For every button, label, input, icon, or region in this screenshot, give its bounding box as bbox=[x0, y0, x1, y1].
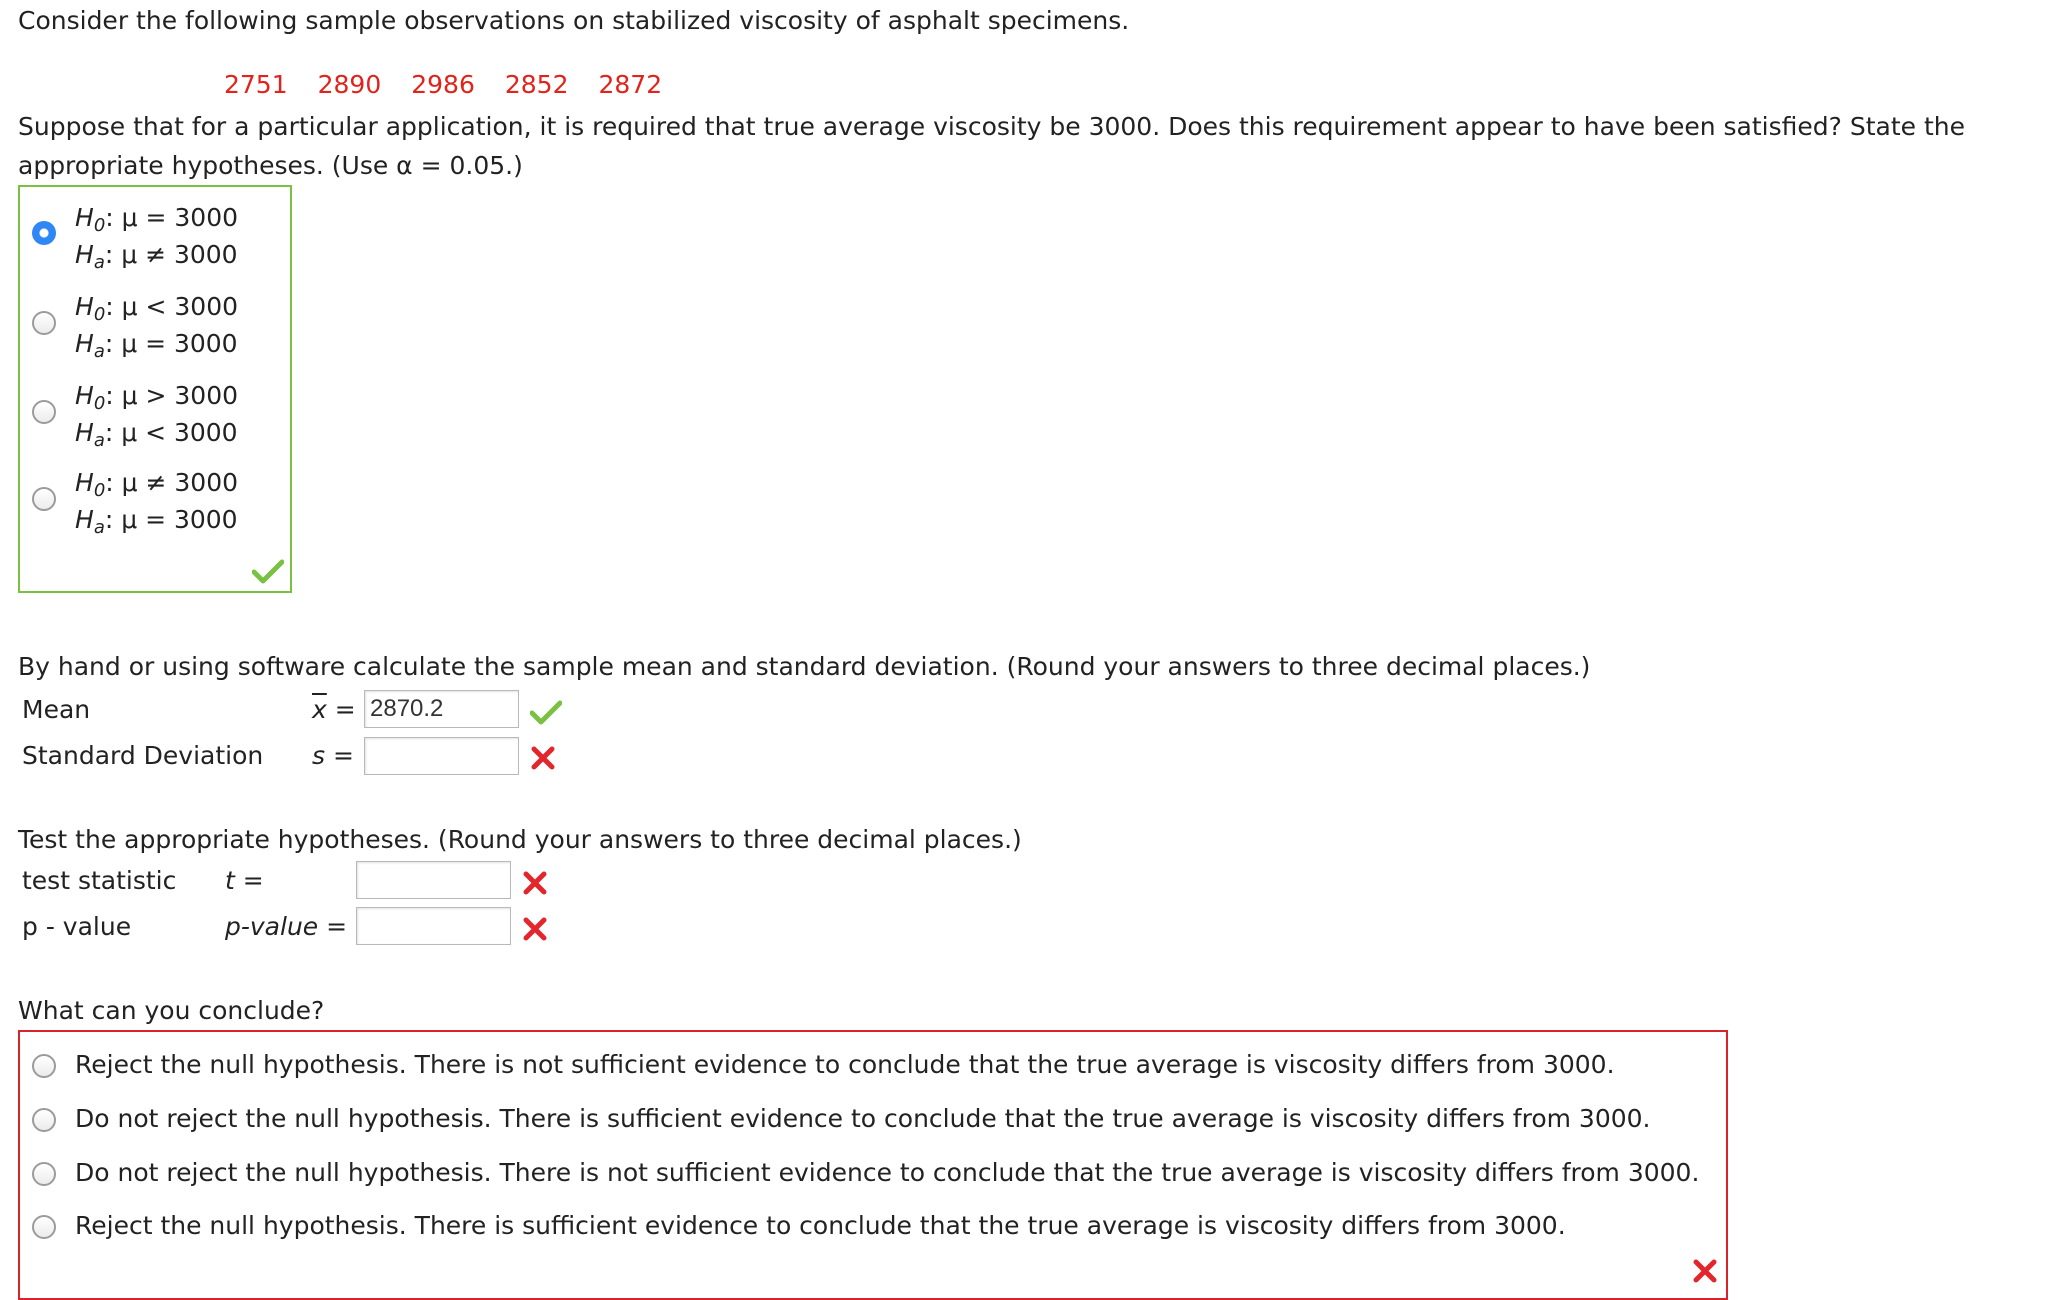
sd-label: Standard Deviation bbox=[22, 741, 264, 770]
mean-input[interactable]: 2870.2 bbox=[364, 690, 519, 728]
sd-symbol: s = bbox=[312, 741, 354, 770]
question-hypotheses-line2: appropriate hypotheses. (Use α = 0.05.) bbox=[18, 151, 523, 180]
hypothesis-radio-4[interactable] bbox=[32, 487, 56, 511]
t-symbol: t = bbox=[225, 866, 264, 895]
x-mark-icon bbox=[530, 745, 556, 771]
question-conclusion: What can you conclude? bbox=[18, 996, 325, 1025]
conclusion-radio-3[interactable] bbox=[32, 1162, 56, 1186]
x-mark-icon bbox=[522, 870, 548, 896]
hypothesis-radio-3[interactable] bbox=[32, 400, 56, 424]
p-value-label: p - value bbox=[22, 912, 132, 941]
hypothesis-radio-2[interactable] bbox=[32, 311, 56, 335]
conclusion-option-1: Reject the null hypothesis. There is not sufficient evidence to conclude that the true average is viscosity differs from 3000. bbox=[75, 1050, 1615, 1079]
p-value-input[interactable] bbox=[356, 907, 511, 945]
mean-label: Mean bbox=[22, 695, 91, 724]
mean-symbol: $\overline{x}$ = bbox=[312, 695, 356, 724]
conclusion-radio-1[interactable] bbox=[32, 1054, 56, 1078]
question-test: Test the appropriate hypotheses. (Round your answers to three decimal places.) bbox=[18, 825, 1022, 854]
conclusion-answer-box bbox=[18, 1030, 1728, 1300]
hypothesis-3-ha: $H_a$: μ < 3000 bbox=[75, 418, 238, 451]
conclusion-option-4: Reject the null hypothesis. There is sufficient evidence to conclude that the true average is viscosity differs from 3000. bbox=[75, 1211, 1566, 1240]
question-mean-sd: By hand or using software calculate the sample mean and standard deviation. (Round your answers to three decimal places.) bbox=[18, 652, 1591, 681]
conclusion-radio-4[interactable] bbox=[32, 1215, 56, 1239]
observation-value: 2852 bbox=[504, 70, 569, 99]
hypothesis-4-ha: $H_a$: μ = 3000 bbox=[75, 505, 238, 538]
x-mark-icon bbox=[1692, 1258, 1718, 1284]
hypothesis-radio-1[interactable] bbox=[32, 221, 56, 245]
x-mark-icon bbox=[522, 916, 548, 942]
conclusion-radio-2[interactable] bbox=[32, 1108, 56, 1132]
p-value-symbol: p-value = bbox=[225, 912, 348, 941]
checkmark-icon bbox=[252, 559, 284, 585]
observation-value: 2986 bbox=[411, 70, 475, 99]
observation-value: 2751 bbox=[224, 70, 288, 99]
sd-input[interactable] bbox=[364, 737, 519, 775]
conclusion-option-3: Do not reject the null hypothesis. There is not sufficient evidence to conclude that the true average is viscosity differs from 3000. bbox=[75, 1158, 1700, 1187]
observations-list bbox=[224, 70, 662, 100]
question-hypotheses-line1: Suppose that for a particular application, it is required that true average viscosity be 3000. Does this requirement appear to have been satisfied? State the bbox=[18, 112, 1965, 141]
observation-value: 2872 bbox=[598, 70, 663, 99]
hypothesis-4-h0: $H_0$: μ ≠ 3000 bbox=[75, 468, 239, 501]
hypothesis-2-ha: $H_a$: μ = 3000 bbox=[75, 329, 238, 362]
hypothesis-1-h0: $H_0$: μ = 3000 bbox=[75, 203, 239, 236]
observation-value: 2890 bbox=[317, 70, 382, 99]
intro-text: Consider the following sample observations on stabilized viscosity of asphalt specimens. bbox=[18, 6, 1130, 35]
test-statistic-label: test statistic bbox=[22, 866, 177, 895]
hypotheses-answer-box bbox=[18, 185, 292, 593]
hypothesis-3-h0: $H_0$: μ > 3000 bbox=[75, 381, 239, 414]
hypothesis-1-ha: $H_a$: μ ≠ 3000 bbox=[75, 240, 238, 273]
conclusion-option-2: Do not reject the null hypothesis. There is sufficient evidence to conclude that the true average is viscosity differs from 3000. bbox=[75, 1104, 1651, 1133]
hypothesis-2-h0: $H_0$: μ < 3000 bbox=[75, 292, 239, 325]
checkmark-icon bbox=[530, 700, 562, 726]
test-statistic-input[interactable] bbox=[356, 861, 511, 899]
